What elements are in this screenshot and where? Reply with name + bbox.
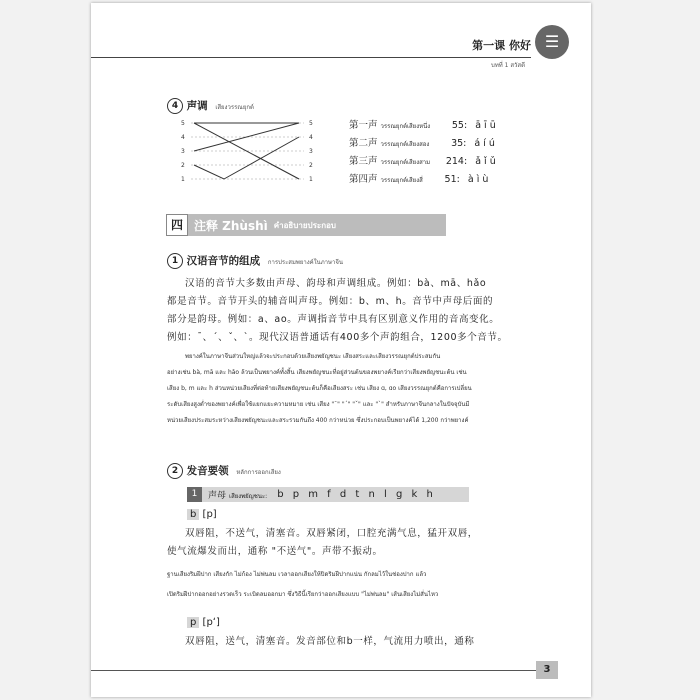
syllable-zh-paragraph [167,275,539,347]
tones-title: 声调 [186,100,208,112]
tone-row-2 [349,135,495,149]
notes-band-number: 四 [166,214,188,236]
lesson-subtitle: บทที่ 1 สวัสดี [491,62,525,69]
initials-label-thai: เสียงพยัญชนะ: [229,493,268,500]
zh-line: 都是音节。音节开头的辅音叫声母。例如：b、m、h。音节中声母后面的 [167,296,494,307]
tone-value: 214: [445,156,468,167]
tone-name-thai: วรรณยุกต์เสียงหนึ่ง [380,123,431,130]
tone-row-4 [349,171,488,185]
tone-value: 51: [444,174,460,185]
th-line: เปิดริมฝีปากออกอย่างรวดเร็ว ระเบิดลมออกมา ซึ่งวิธีนี้เรียกว่าออกเสียงแบบ "ไม่พ่นลม" เส้นเสียงไม่สั่นไหว [167,591,439,598]
tone-row-1 [349,117,496,131]
scale-right-3: 3 [309,148,313,155]
footer-rule [91,670,536,671]
scale-right-1: 1 [309,176,313,183]
tone-name-thai: วรรณยุกต์เสียงสอง [380,141,430,148]
phoneme-b-ipa: [p] [202,509,217,520]
book-emblem-icon: ☰ [535,25,569,59]
header-rule [91,57,531,58]
tone-marks: á í ú [474,138,495,149]
tone-name-thai: วรรณยุกต์เสียงสี่ [380,177,423,184]
tones-heading [167,98,254,114]
textbook-page [91,3,591,697]
notes-band [166,214,446,236]
scale-right-4: 4 [309,134,313,141]
scale-right-5: 5 [309,120,313,127]
phoneme-b-heading [187,509,217,520]
phoneme-b-zh [167,525,539,561]
section-number: 1 [167,253,183,269]
th-line: เสียง b, m และ h ส่วนหน่วยเสียงที่ต่อท้ายเสียงพยัญชนะต้นก็คือเสียงสระ เช่น เสียง ɑ, ɑo เสียงวรรณยุกต์คือการเปลี่ยน [167,385,472,392]
section-number: 4 [167,98,183,114]
pronunciation-title-thai: หลักการออกเสียง [236,469,281,476]
phoneme-p: p [187,617,199,628]
tone-name: 第二声 [349,138,378,149]
tones-title-thai: เสียงวรรณยุกต์ [215,104,254,111]
th-line: พยางค์ในภาษาจีนส่วนใหญ่แล้วจะประกอบด้วยเสียงพยัญชนะ เสียงสระและเสียงวรรณยุกต์ประสมกัน [185,353,441,360]
tone-value: 35: [451,138,467,149]
initials-label [208,488,267,501]
pronunciation-title: 发音要领 [186,465,229,477]
section-number: 2 [167,463,183,479]
zh-line: 例如：ˉ、ˊ、ˇ、ˋ。现代汉语普通话有400多个声韵组合，1200多个音节。 [167,332,508,343]
zh-line: 双唇阻，不送气，清塞音。双唇紧闭，口腔充满气息，猛开双唇， [185,528,478,539]
phoneme-b: b [187,509,199,520]
zh-line: 双唇阻，送气，清塞音。发音部位和b一样，气流用力喷出，通称 [185,636,475,647]
phoneme-p-heading [187,617,220,628]
phoneme-p-zh [167,633,539,651]
zh-line: 使气流爆发而出，通称 "不送气"。声带不振动。 [167,546,383,557]
scale-left-5: 5 [181,120,185,127]
th-line: อย่างเช่น bà, mā และ hǎo ล้วนเป็นพยางค์ทั้งสิ้น เสียงพยัญชนะที่อยู่ส่วนต้นของพยางค์เรียกว่าเสียงพยัญชนะต้น เช่น [167,369,467,376]
initials-bar [187,487,469,502]
tone-marks: ā ī ū [475,120,496,131]
syllable-title: 汉语音节的组成 [186,255,261,267]
zh-line: 部分是韵母。例如：a、ao。声调指音节中具有区别意义作用的音高变化。 [167,314,500,325]
scale-left-1: 1 [181,176,185,183]
scale-left-3: 3 [181,148,185,155]
tone-3-contour [194,137,299,179]
tone-value: 55: [451,120,468,131]
tone-name: 第一声 [349,120,378,131]
initials-number: 1 [187,487,202,502]
syllable-thai-paragraph [167,349,539,429]
scale-right-2: 2 [309,162,313,169]
tone-contour-diagram [179,115,319,185]
notes-band-thai: คำอธิบายประกอบ [273,220,336,230]
zh-line: 汉语的音节大多数由声母、韵母和声调组成。例如：bà、mā、hǎo [185,278,487,289]
syllable-title-thai: การประสมพยางค์ในภาษาจีน [267,259,343,266]
phoneme-p-ipa: [pʻ] [202,617,220,628]
tone-name: 第四声 [349,174,378,185]
th-line: หน่วยเสียงประสมระหว่างเสียงพยัญชนะและสระรวมกันถึง 400 กว่าหน่วย ซึ่งประกอบเป็นพยางค์ได้ 1,200 กว่าพยางค์ [167,417,469,424]
notes-band-title: 注释 Zhùshì [194,218,268,233]
th-line: ระดับเสียงสูงต่ำของพยางค์เพื่อใช้แยกแยะความหมาย เช่น เสียง "ˉ" "ˊ" "ˇ" และ "ˋ" สำหรับภาษาจีนกลางในปัจจุบันมี [167,401,470,408]
lesson-title: 第一课 你好 [472,39,531,52]
scale-left-2: 2 [181,162,185,169]
pronunciation-heading [167,463,281,479]
page-number: 3 [536,661,558,679]
tone-name: 第三声 [349,156,378,167]
initials-label-zh: 声母 [208,491,227,501]
scale-left-4: 4 [181,134,185,141]
initials-letters: b p m f d t n l g k h [277,489,436,500]
th-line: ฐานเสียงริมฝีปาก เสียงกัก ไม่ก้อง ไม่พ่นลม เวลาออกเสียงให้ปิดริมฝีปากแน่น กักลมไว้ในช่องปาก แล้ว [167,571,427,578]
tone-name-thai: วรรณยุกต์เสียงสาม [380,159,431,166]
syllable-heading [167,253,343,269]
tone-marks: ǎ ǐ ǔ [475,156,496,167]
tone-row-3 [349,153,496,167]
tone-marks: à ì ù [467,174,489,185]
phoneme-b-thai [167,565,539,605]
